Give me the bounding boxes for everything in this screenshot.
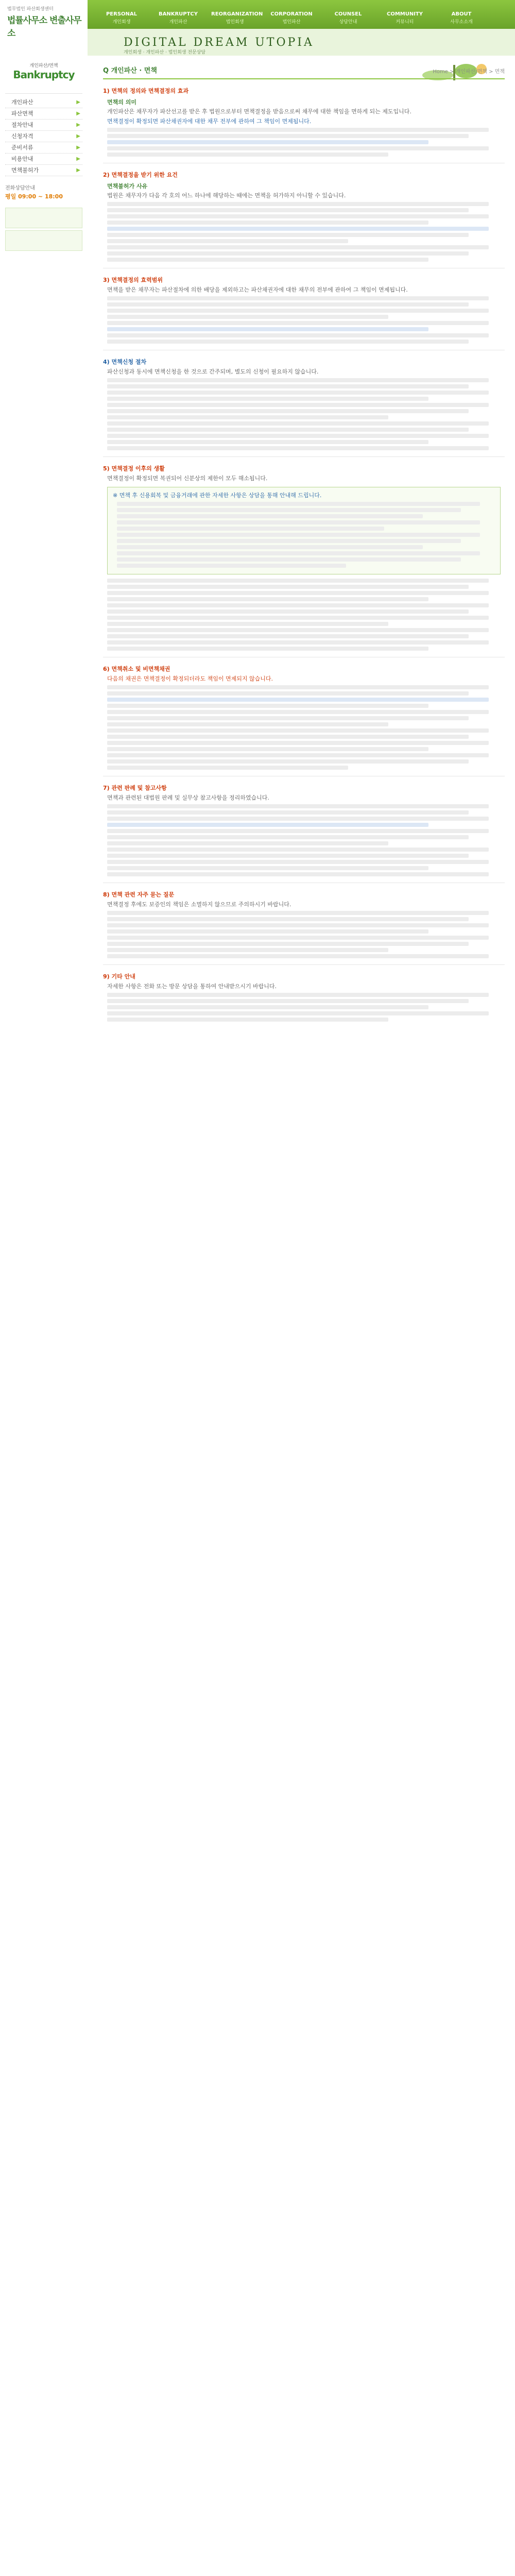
text-line <box>107 872 489 876</box>
text-line <box>107 227 489 231</box>
text-line <box>107 296 489 300</box>
brand-banner <box>88 29 515 56</box>
section-title: 1) 면책의 정의와 면책결정의 효과 <box>103 88 189 94</box>
gnb-label-ko: 사무소소개 <box>450 20 473 25</box>
divider <box>103 456 505 457</box>
text-line <box>117 514 423 518</box>
text-line <box>107 302 469 307</box>
text-line <box>107 999 469 1003</box>
text-line <box>107 214 489 218</box>
section-paragraph: 면책을 받은 채무자는 파산절차에 의한 배당을 제외하고는 파산채권자에 대한 채무의 전부에 관하여 그 책임이 면제됩니다. <box>107 286 408 293</box>
text-line <box>107 309 489 313</box>
section-2 <box>103 171 505 262</box>
section-question: 면책의 의미 <box>107 99 136 106</box>
text-line <box>107 917 469 921</box>
text-line <box>107 251 469 256</box>
logo-title: 법률사무소 변출사무소 <box>7 15 81 39</box>
section-paragraph: 다음의 채권은 면책결정이 확정되더라도 책임이 면제되지 않습니다. <box>107 675 273 682</box>
section-question: 면책불허가 사유 <box>107 183 148 190</box>
breadcrumb: Home > 개인파산/면책 > 면책 <box>433 69 505 75</box>
text-line <box>107 766 348 770</box>
text-line <box>107 866 428 870</box>
text-line <box>107 446 489 450</box>
text-line <box>107 415 388 419</box>
text-line <box>107 704 428 708</box>
text-line <box>107 753 489 757</box>
page-title: Q 개인파산 · 면책 <box>103 67 157 75</box>
gnb-label-en: REORGANIZATION <box>211 11 263 17</box>
text-line <box>107 929 428 934</box>
text-line <box>107 722 388 726</box>
gnb-label-en: PERSONAL <box>106 11 138 17</box>
sidebar-item-bankruptcy[interactable] <box>5 97 82 108</box>
text-line <box>107 747 428 751</box>
main-content <box>103 56 505 2576</box>
section-paragraph: 면책과 관련된 대법원 판례 및 실무상 참고사항을 정리하였습니다. <box>107 794 269 801</box>
sidebar-item-label: 신청자격 <box>11 133 33 140</box>
gnb-label-ko: 상담안내 <box>339 20 357 25</box>
text-line <box>107 634 469 638</box>
text-line <box>117 527 384 531</box>
text-line <box>107 741 489 745</box>
text-line <box>107 579 489 583</box>
gnb-label-ko: 커뮤니티 <box>396 20 414 25</box>
text-line <box>107 942 469 946</box>
notice-box <box>107 487 501 574</box>
text-line <box>107 860 489 864</box>
text-line <box>107 716 469 720</box>
section-5 <box>103 464 505 651</box>
text-line <box>107 609 469 614</box>
text-line <box>107 208 469 212</box>
section-4 <box>103 358 505 450</box>
brand-subtitle: 개인회생 · 개인파산 · 법인회생 전문상담 <box>124 50 206 55</box>
text-line <box>107 245 489 249</box>
chevron-right-icon: ▶ <box>76 111 80 116</box>
text-line <box>107 728 489 733</box>
text-line <box>107 321 489 325</box>
text-line <box>107 804 489 808</box>
text-line <box>107 948 388 952</box>
section-paragraph: 면책결정이 확정되면 파산채권자에 대한 채무 전부에 관하여 그 책임이 면제됩니다. <box>107 118 312 125</box>
left-sidebar <box>0 56 88 2576</box>
sidebar-item-eligibility[interactable] <box>5 131 82 142</box>
sidebar-item-discharge[interactable] <box>5 108 82 120</box>
contact-title: 전화상담안내 <box>5 185 35 191</box>
text-line <box>107 691 469 696</box>
sidebar-item-label: 준비서류 <box>11 144 33 151</box>
gnb-item-reorganization[interactable] <box>211 11 263 25</box>
site-header <box>0 0 515 56</box>
chevron-right-icon: ▶ <box>76 156 80 162</box>
text-line <box>107 1018 388 1022</box>
text-line <box>107 647 428 651</box>
gnb-item-personal[interactable] <box>98 11 145 25</box>
text-line <box>107 140 428 144</box>
gnb-label-ko: 개인파산 <box>169 20 187 25</box>
section-paragraph: 면책결정이 확정되면 복권되어 신분상의 제한이 모두 해소됩니다. <box>107 475 268 482</box>
text-line <box>107 698 489 702</box>
global-nav <box>88 0 515 29</box>
brand-title: DIGITAL DREAM UTOPIA <box>124 36 314 49</box>
text-line <box>117 520 480 524</box>
text-line <box>107 710 489 714</box>
text-line <box>107 440 428 444</box>
text-line <box>117 539 461 543</box>
text-line <box>117 557 461 562</box>
text-line <box>107 817 489 821</box>
text-line <box>107 603 489 607</box>
text-line <box>117 545 423 549</box>
text-line <box>107 128 489 132</box>
section-paragraph: 개인파산은 채무자가 파산선고를 받은 후 법원으로부터 면책결정을 받음으로써 채무에 대한 책임을 면하게 되는 제도입니다. <box>107 108 411 115</box>
section-paragraph: 파산신청과 동시에 면책신청을 한 것으로 간주되며, 별도의 신청이 필요하지 않습니다. <box>107 368 319 375</box>
text-line <box>107 810 469 815</box>
text-line <box>107 397 428 401</box>
section-7 <box>103 784 505 876</box>
section-8 <box>103 890 505 958</box>
contact-hours: 평일 09:00 ~ 18:00 <box>5 193 63 200</box>
chevron-right-icon: ▶ <box>76 99 80 105</box>
sidebar-item-documents[interactable] <box>5 142 82 154</box>
text-line <box>107 628 489 632</box>
text-line <box>107 823 428 827</box>
section-6 <box>103 665 505 770</box>
section-title: 6) 면책취소 및 비면책채권 <box>103 666 170 672</box>
gnb-label-ko: 개인회생 <box>112 20 131 25</box>
sidebar-logo <box>5 58 82 94</box>
text-line <box>107 340 469 344</box>
section-1 <box>103 87 505 157</box>
section-3 <box>103 276 505 344</box>
sidebar-item-label: 비용안내 <box>11 156 33 162</box>
sidebar-item-label: 절차안내 <box>11 122 33 128</box>
text-line <box>107 327 428 331</box>
text-line <box>107 315 388 319</box>
sidebar-item-label: 파산면책 <box>11 110 33 117</box>
section-title: 7) 관련 판례 및 참고사항 <box>103 785 167 791</box>
chevron-right-icon: ▶ <box>76 133 80 139</box>
text-line <box>107 221 428 225</box>
text-line <box>107 434 489 438</box>
text-line <box>107 1011 489 1015</box>
text-line <box>107 936 489 940</box>
section-title: 8) 면책 관련 자주 묻는 질문 <box>103 891 175 898</box>
gnb-item-corporation[interactable] <box>268 11 315 25</box>
gnb-label-en: CORPORATION <box>270 11 313 17</box>
text-line <box>107 428 469 432</box>
section-title: 4) 면책신청 절차 <box>103 359 147 365</box>
text-line <box>107 152 388 157</box>
text-line <box>107 993 489 997</box>
text-line <box>117 502 480 506</box>
text-line <box>107 258 428 262</box>
divider <box>103 964 505 965</box>
text-line <box>107 146 489 150</box>
gnb-item-counsel[interactable] <box>324 11 372 25</box>
gnb-label-ko: 법인회생 <box>226 20 244 25</box>
text-line <box>117 551 480 555</box>
text-line <box>107 233 469 237</box>
text-line <box>107 854 469 858</box>
text-line <box>107 640 489 645</box>
sidebar-item-label: 면책불허가 <box>11 167 39 174</box>
sidebar-banner[interactable] <box>5 230 82 251</box>
chevron-right-icon: ▶ <box>76 167 80 173</box>
text-line <box>117 508 461 512</box>
text-line <box>107 1005 428 1009</box>
text-line <box>107 409 469 413</box>
chevron-right-icon: ▶ <box>76 122 80 128</box>
section-paragraph: 자세한 사항은 전화 또는 방문 상담을 통하여 안내받으시기 바랍니다. <box>107 983 277 990</box>
text-line <box>107 911 489 915</box>
gnb-item-bankruptcy[interactable] <box>154 11 202 25</box>
gnb-item-about[interactable] <box>438 11 485 25</box>
gnb-label-en: COMMUNITY <box>386 11 423 17</box>
text-line <box>107 239 348 243</box>
text-line <box>107 597 428 601</box>
gnb-label-en: ABOUT <box>451 11 472 17</box>
section-title: 3) 면책결정의 효력범위 <box>103 277 163 283</box>
sidebar-item-denial[interactable] <box>5 165 82 176</box>
gnb-label-ko: 법인파산 <box>282 20 301 25</box>
text-line <box>107 835 469 839</box>
notice-text: ※ 면책 후 신용회복 및 금융거래에 관한 자세한 사항은 상담을 통해 안내해 드립니다. <box>113 492 322 499</box>
site-logo[interactable] <box>0 0 88 56</box>
gnb-item-community[interactable] <box>381 11 428 25</box>
text-line <box>107 378 489 382</box>
text-line <box>107 391 489 395</box>
text-line <box>107 622 388 626</box>
text-line <box>117 533 480 537</box>
sidebar-item-label: 개인파산 <box>11 99 33 106</box>
text-line <box>107 202 489 206</box>
section-title: 9) 기타 안내 <box>103 973 135 980</box>
sidebar-menu <box>5 97 82 176</box>
section-9 <box>103 972 505 1022</box>
text-line <box>107 384 469 388</box>
text-line <box>107 421 489 426</box>
text-line <box>107 403 489 407</box>
sidebar-logo-main: Bankruptcy <box>13 69 75 81</box>
page-header <box>103 59 505 79</box>
sidebar-logo-small: 개인파산/면책 <box>29 63 58 69</box>
section-title: 5) 면책결정 이후의 생활 <box>103 465 165 472</box>
text-line <box>107 134 469 138</box>
text-line <box>107 685 489 689</box>
sidebar-item-procedure[interactable] <box>5 120 82 131</box>
text-line <box>107 333 489 337</box>
text-line <box>107 954 489 958</box>
chevron-right-icon: ▶ <box>76 145 80 150</box>
text-line <box>107 848 489 852</box>
gnb-label-en: COUNSEL <box>334 11 362 17</box>
text-line <box>107 759 469 764</box>
logo-subtitle: 법무법인 파산회생센터 <box>7 7 54 12</box>
text-line <box>107 616 489 620</box>
section-paragraph: 면책결정 후에도 보증인의 책임은 소멸하지 않으므로 주의하시기 바랍니다. <box>107 901 291 908</box>
text-line <box>107 923 489 927</box>
text-line <box>107 841 388 845</box>
text-line <box>107 829 489 833</box>
text-line <box>107 585 469 589</box>
sidebar-contact <box>5 183 82 200</box>
text-line <box>117 564 346 568</box>
sidebar-item-cost[interactable] <box>5 154 82 165</box>
section-title: 2) 면책결정을 받기 위한 요건 <box>103 172 178 178</box>
gnb-label-en: BANKRUPTCY <box>158 11 198 17</box>
text-line <box>107 735 469 739</box>
section-paragraph: 법원은 채무자가 다음 각 호의 어느 하나에 해당하는 때에는 면책을 허가하지 아니할 수 있습니다. <box>107 192 346 199</box>
sidebar-banner[interactable] <box>5 208 82 228</box>
text-line <box>107 591 489 595</box>
